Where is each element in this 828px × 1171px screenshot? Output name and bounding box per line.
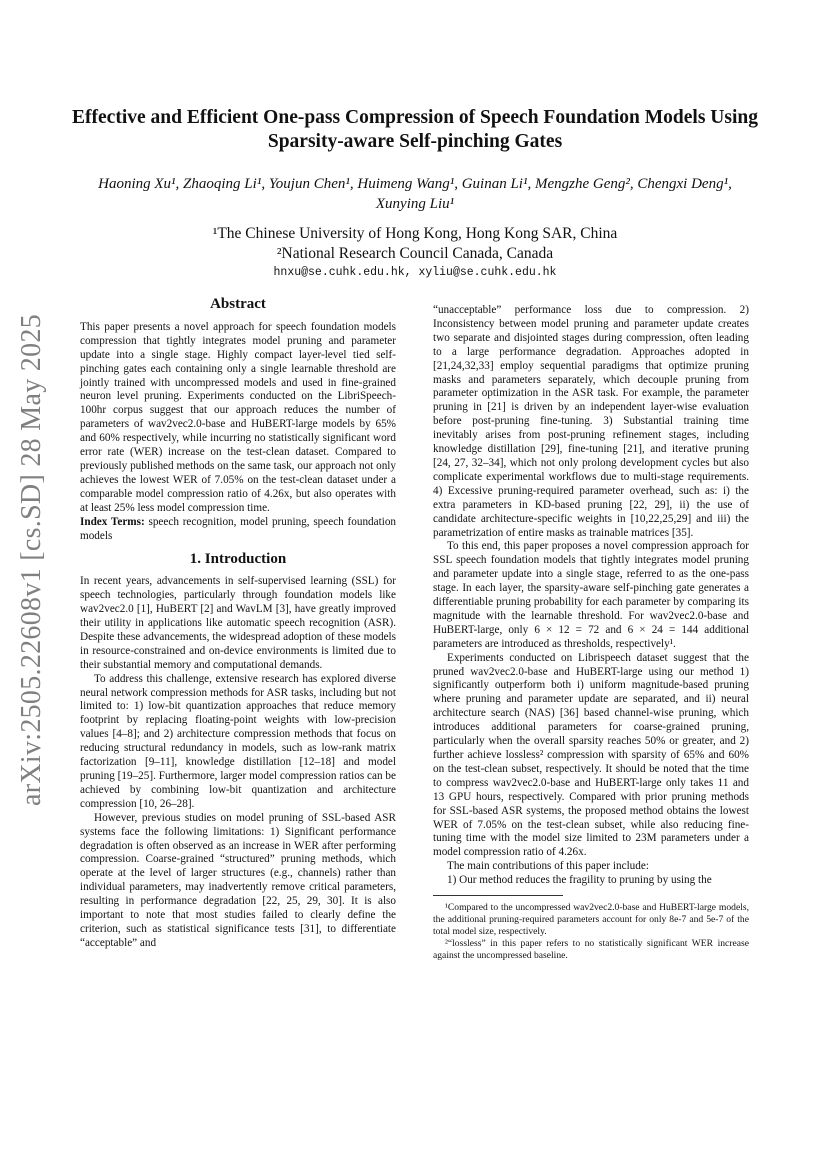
abstract-body: This paper presents a novel approach for speech foundation models compression that tightly integrates model pruning and parameter update into a single stage. Highly compact layer-level tied self-pinching gates each containing only a single learnable threshold are jointly trained with uncompressed models and used in fine-grained neuron level pruning. Experiments conducted on the LibriSpeech-100hr corpus suggest that our approach reduces the number of parameters of wav2vec2.0-base and HuBERT-large models by 65% and 60% respectively, while incurring no statistically significant word error rate (WER) increase on the test-clean dataset. Compared to previously published methods on the same task, our approach not only achieves the lowest WER of 7.05% on the test-clean dataset under a comparable model compression ratio of 4.26x, but also operates with at least 25% less model compression time.: [80, 320, 396, 514]
intro-paragraph-1: In recent years, advancements in self-supervised learning (SSL) for speech technologies, particularly through foundation models like wav2vec2.0 [1], HuBERT [2] and WavLM [3], have greatly improved their utility in applications like automatic speech recognition (ASR). Despite these advancements, the widespread adoption of these models in resource-constrained and on-device environments is limited due to their substantial memory and computational demands.: [80, 575, 396, 671]
left-column: [80, 298, 396, 951]
right-column: [433, 304, 749, 962]
author-list: Haoning Xu¹, Zhaoqing Li¹, Youjun Chen¹, Huimeng Wang¹, Guinan Li¹, Mengzhe Geng², Chengxi Deng¹, Xunying Liu¹: [98, 176, 732, 212]
index-terms-label: Index Terms:: [80, 515, 145, 528]
intro-paragraph-2: To address this challenge, extensive research has explored diverse neural network compression methods for ASR tasks, including but not limited to: 1) low-bit quantization approaches that reduce memory footprint by replacing floating-point weights with low-precision values [4–8]; and 2) architecture compression methods that focus on reducing structural redundancy in models, such as low-rank matrix factorization [9–11], knowledge distillation [12–18] and model pruning [19–25]. Furthermore, larger model compression ratios can be achieved by combining low-bit quantization and architecture compression [10, 26–28].: [80, 672, 396, 810]
affiliation-1: ¹The Chinese University of Hong Kong, Hong Kong SAR, China: [212, 225, 618, 242]
right-paragraph-3: Experiments conducted on Librispeech dataset suggest that the pruned wav2vec2.0-base and HuBERT-large using our method 1) significantly outperform both i) uniform magnitude-based pruning where pruning and parameter update are separated, and ii) neural architecture search (NAS) [36] based channel-wise pruning, which introduces additional parameters for coarse-grained pruning, particularly when the overall sparsity reaches 50% or greater, and 2) further achieve lossless² compression with sparsity of 65% and 60% on the test-clean subset, respectively. It should be noted that the time to compress wav2vec2.0-base and HuBERT-large only takes 11 and 13 GPU hours, respectively. Compared with prior pruning methods for SSL-based ASR systems, the proposed method obtains the lowest WER of 7.05% on the test-clean subset, while also reducing fine-tuning time with the model size limited to 23M parameters under a model compression ratio of 4.26x.: [433, 651, 749, 859]
index-terms: [80, 516, 396, 544]
paper-title: Effective and Efficient One-pass Compression of Speech Foundation Models Using Sparsity-aware Self-pinching Gates: [72, 107, 758, 152]
footnote-1: ¹Compared to the uncompressed wav2vec2.0-base and HuBERT-large models, the additional pruning-required parameters account for only 8e-7 and 5e-7 of the total model size, respectively.: [433, 902, 749, 938]
arxiv-identifier: [2, 313, 62, 807]
right-paragraph-5: 1) Our method reduces the fragility to pruning by using the: [447, 874, 712, 887]
right-paragraph-4: The main contributions of this paper include:: [447, 860, 649, 873]
abstract-heading: Abstract: [210, 296, 266, 312]
footnote-divider: [433, 895, 563, 896]
right-paragraph-2: To this end, this paper proposes a novel compression approach for SSL speech foundation models that tightly integrates model pruning and parameter update into a single stage, referred to as the one-pass stage. In each layer, the sparsity-aware self-pinching gate generates a differentiable pruning probability for each parameter by comparing its magnitude with the learnable threshold. For wav2vec2.0-base and HuBERT-large, only 6 × 12 = 72 and 6 × 24 = 144 additional parameters are introduced as thresholds, respectively¹.: [433, 540, 749, 650]
intro-paragraph-3: However, previous studies on model pruning of SSL-based ASR systems face the following limitations: 1) Significant performance degradation is often observed as an increase in WER after performing compression. Coarse-grained “structured” pruning methods, which operate at the level of larger structures (e.g., channels) rather than individual parameters, may inadvertently remove critical parameters, resulting in performance degradation [22, 25, 29, 30]. It is also important to note that most studies failed to clearly define the criterion, such as statistical significance tests [31], to differentiate “acceptable” and: [80, 811, 396, 949]
affiliation-2: ²National Research Council Canada, Canada: [276, 245, 554, 262]
index-terms-text: speech recognition, model pruning, speech foundation models: [80, 515, 397, 542]
author-emails: hnxu@se.cuhk.edu.hk, xyliu@se.cuhk.edu.hk: [273, 266, 557, 279]
footnotes: [433, 902, 749, 962]
right-paragraph-1: “unacceptable” performance loss due to compression. 2) Inconsistency between model pruning and parameter update creates two separate and disjointed stages during compression, often leading to a large performance degradation. Approaches adopted in [21,24,32,33] employ sequential paradigms that optimize pruning masks and parameters separately, which decouple pruning from parameter optimization in the ASR task. For example, the parameter pruning in [21] is driven by an independent layer-wise evaluation before post-pruning fine-tuning. 3) Substantial training time inevitably arises from post-pruning refinement stages, including knowledge distillation [29], fine-tuning [21], and iterative pruning [24, 27, 32–34], which not only prolong development cycles but also complicate experimental workflows due to multi-stage requirements. 4) Excessive pruning-required parameter overhead, such as: i) the extra parameters in KD-based pruning [22, 29], ii) the use of candidate architecture-specific weights in [10,22,25,29] and iii) the parametrization of entire masks as trainable matrices [35].: [433, 304, 749, 539]
arxiv-identifier-text: arXiv:2505.22608v1 [cs.SD] 28 May 2025: [16, 313, 47, 807]
introduction-heading: 1. Introduction: [189, 551, 287, 568]
footnote-2: ²“lossless” in this paper refers to no statistically significant WER increase against the uncompressed baseline.: [433, 938, 749, 962]
